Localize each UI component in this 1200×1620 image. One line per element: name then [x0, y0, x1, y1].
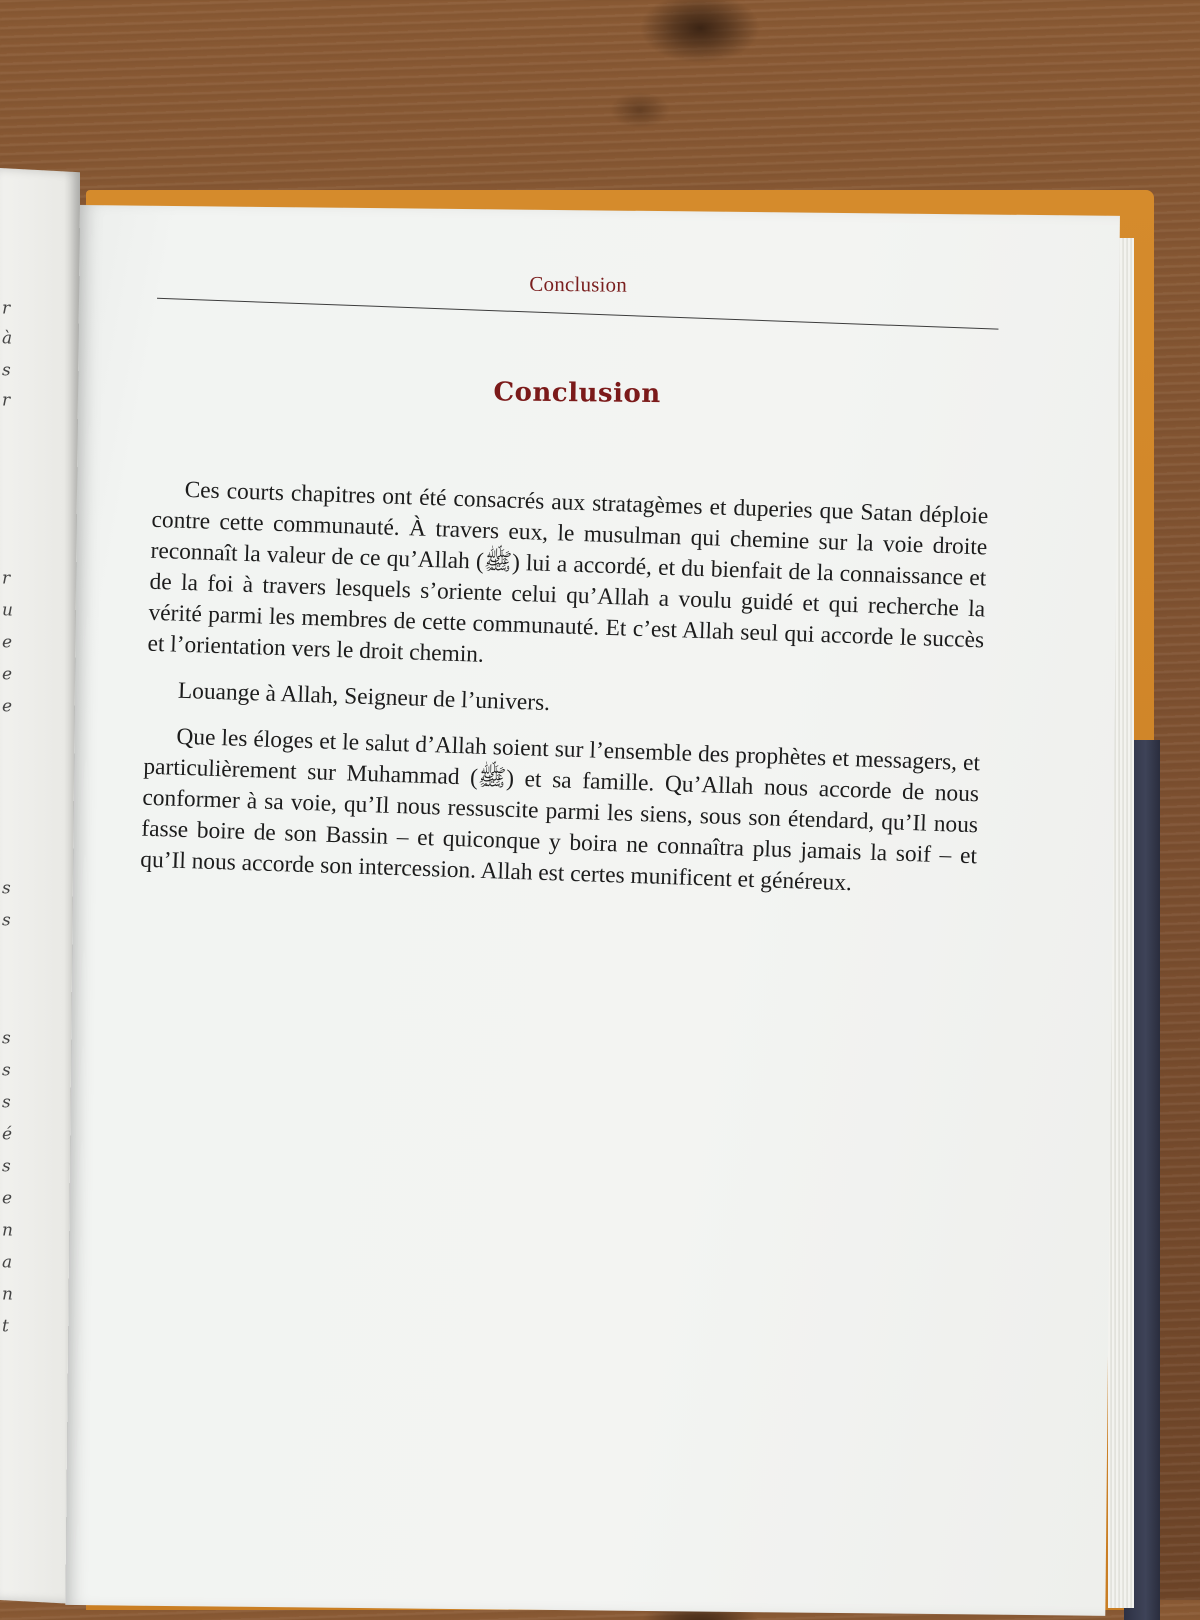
facing-page-letter: s — [2, 1028, 11, 1049]
chapter-title: Conclusion — [493, 377, 661, 410]
facing-page-letter: s — [2, 878, 11, 899]
facing-page-letter: e — [2, 664, 13, 685]
facing-page-letter: e — [2, 1188, 13, 1209]
facing-page-letter: e — [2, 696, 13, 717]
paragraph: Louange à Allah, Seigneur de l’univers. — [177, 677, 551, 717]
facing-page-letter: s — [2, 1156, 11, 1177]
facing-page-letter: n — [2, 1220, 13, 1241]
running-head-rule — [157, 298, 998, 330]
running-head: Conclusion — [529, 271, 628, 297]
facing-page-letter: s — [2, 360, 11, 381]
facing-page-letter: e — [2, 632, 13, 653]
facing-page-letter: s — [2, 1060, 11, 1081]
facing-page-letter: s — [2, 910, 11, 931]
facing-page-letter: a — [2, 1252, 13, 1273]
facing-page-letter: u — [2, 600, 13, 621]
page-body — [139, 474, 988, 918]
facing-page-letter: à — [2, 328, 13, 349]
book-page — [65, 205, 1120, 1616]
facing-page-letter: é — [2, 1124, 13, 1145]
facing-page-letter: r — [2, 298, 11, 319]
paragraph: Que les éloges et le salut d’Allah soient sur l’ensemble des prophètes et messagers, et particulièrement sur Muhammad (ﷺ) et sa famille. Qu’Allah nous accorde de nous conformer à sa voie, qu’Il nous ressuscite parmi les siens, sous son étendard, qu’Il nous fasse boire de son Bassin – et quiconque y boira ne connaîtra plus jamais la soif – et qu’Il nous accorde son intercession. Allah est certes munificent et généreux. — [139, 723, 981, 897]
facing-page-letter: t — [2, 1316, 9, 1337]
facing-page-letter: r — [2, 390, 11, 411]
facing-page-letter: r — [2, 568, 11, 589]
facing-page-letter: n — [2, 1284, 13, 1305]
facing-page-letter: s — [2, 1092, 11, 1113]
paragraph: Ces courts chapitres ont été consacrés aux stratagèmes et duperies que Satan déploie contre cette communauté. À travers eux, le musulman qui chemine sur la voie droite reconnaît la valeur de ce qu’Allah (ﷺ) lui a accordé, et du bienfait de la connaissance et de la foi à travers lesquels s’oriente celui qu’Allah a voulu guidé et qui recherche la vérité parmi les membres de cette communauté. Et c’est Allah seul qui accorde le succès et l’orientation vers le droit chemin. — [147, 476, 989, 668]
